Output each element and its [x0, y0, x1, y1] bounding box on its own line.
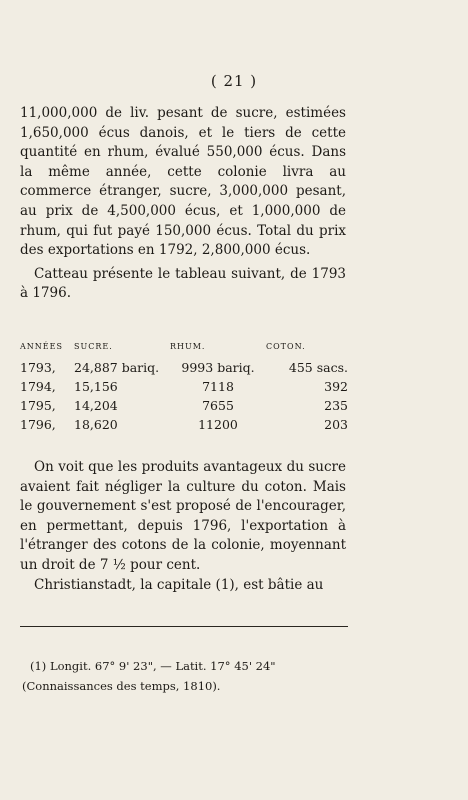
page-number: ( 21 ) — [210, 72, 258, 90]
cell-sucre: 18,620 — [74, 417, 118, 432]
paragraph-coton: On voit que les produits avantageux du sucre avaient fait négliger la culture du coton. Mais le gouvernement s'est proposé de l'encourager, en permettant, depuis 1796, l'exportation à l'étranger des cotons de la colonie, moyennant un droit de 7 ½ pour cent. — [20, 459, 346, 573]
body-text-lower — [20, 458, 346, 595]
cell-year: 1795, — [20, 398, 56, 413]
footnote — [22, 656, 348, 696]
cell-sucre: 15,156 — [74, 379, 118, 394]
cell-year: 1793, — [20, 360, 56, 375]
table-row — [20, 377, 348, 396]
header-sucre: SUCRE. — [74, 341, 113, 351]
body-text-upper — [20, 104, 346, 304]
header-rhum: RHUM. — [170, 341, 206, 351]
paragraph-exports: 11,000,000 de liv. pesant de sucre, estimées 1,650,000 écus danois, et le tiers de cette quantité en rhum, évalué 550,000 écus. Dans la même année, cette colonie livra au commerce étranger, sucre, 3,000,000 pesant, au prix de 4,500,000 écus, et 1,000,000 de rhum, qui fut payé 150,000 écus. Total du prix des exportations en 1792, 2,800,000 écus. — [20, 105, 346, 259]
table-row — [20, 396, 348, 415]
cell-year: 1796, — [20, 417, 56, 432]
production-table — [20, 340, 348, 434]
paragraph-catteau: Catteau présente le tableau suivant, de 1793 à 1796. — [20, 265, 346, 302]
cell-rhum: 11200 — [198, 417, 238, 432]
cell-coton: 235 — [324, 398, 348, 413]
cell-sucre: 24,887 bariq. — [74, 360, 160, 375]
paragraph-christianstadt: Christianstadt, la capitale (1), est bâtie au — [34, 576, 324, 593]
cell-year: 1794, — [20, 379, 56, 394]
table-row — [20, 415, 348, 434]
footnote-source: (Connaissances des temps, 1810). — [22, 679, 221, 693]
header-coton: COTON. — [266, 341, 306, 351]
cell-coton: 203 — [324, 417, 348, 432]
cell-rhum: 7118 — [202, 379, 234, 394]
cell-rhum: 7655 — [202, 398, 234, 413]
cell-rhum: 9993 bariq. — [181, 360, 255, 375]
cell-coton: 392 — [324, 379, 348, 394]
header-annees: ANNÉES — [20, 341, 63, 351]
footnote-coordinates: (1) Longit. 67° 9' 23", — Latit. 17° 45' 24" — [30, 659, 276, 673]
cell-coton: 455 sacs. — [288, 360, 348, 375]
table-row — [20, 358, 348, 377]
cell-sucre: 14,204 — [74, 398, 118, 413]
table-header-row — [20, 340, 348, 358]
footnote-divider — [20, 626, 348, 627]
